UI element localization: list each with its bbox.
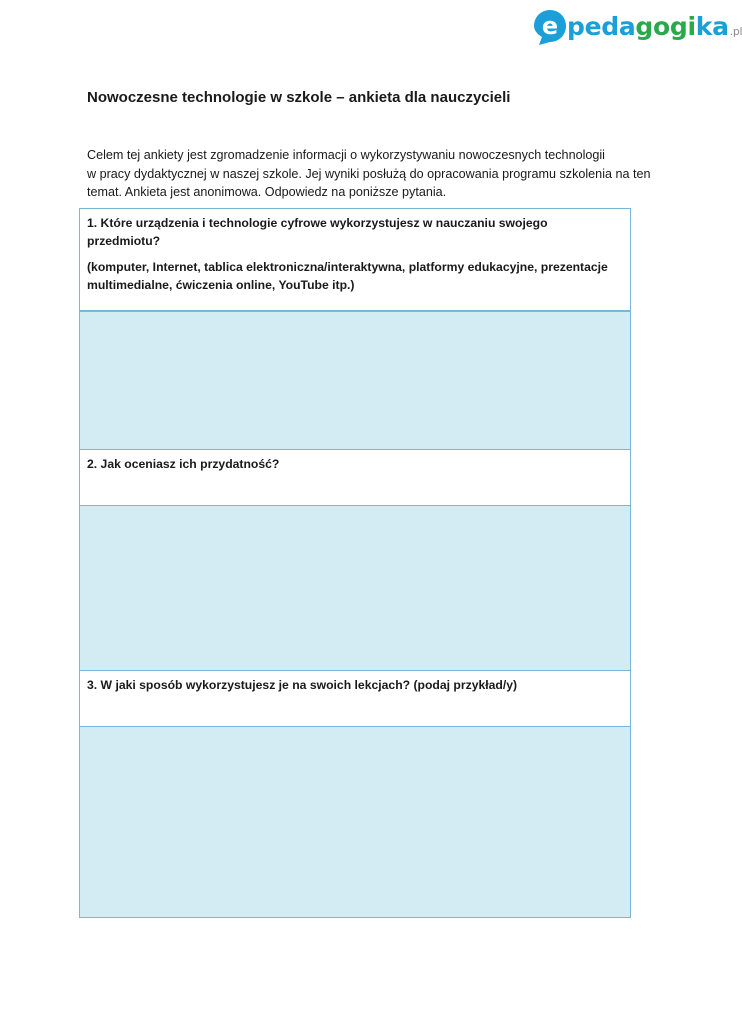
answer-1-field[interactable] <box>80 310 630 449</box>
question-3 <box>80 670 630 726</box>
document-title: Nowoczesne technologie w szkole – ankieta dla nauczycieli <box>87 89 511 106</box>
survey-table <box>79 208 631 918</box>
logo-e-letter: e <box>541 12 559 40</box>
intro-line: w pracy dydaktycznej w naszej szkole. Jej wyniki posłużą do opracowania programu szkolenia na ten <box>87 166 651 181</box>
e-logo-icon <box>531 8 569 46</box>
question-2 <box>80 449 630 505</box>
question-3-text: 3. W jaki sposób wykorzystujesz je na swoich lekcjach? (podaj przykład/y) <box>87 678 518 692</box>
answer-2-field[interactable] <box>80 505 630 670</box>
question-1-hint: (komputer, Internet, tablica elektroniczna/interaktywna, platformy edukacyjne, prezentacje multimedialne, ćwiczenia online, YouTube itp.) <box>87 260 608 292</box>
intro-line: temat. Ankieta jest anonimowa. Odpowiedz na poniższe pytania. <box>87 185 447 199</box>
epedagogika-logo <box>531 6 742 48</box>
question-1-text: 1. Które urządzenia i technologie cyfrowe wykorzystujesz w nauczaniu swojego przedmiotu? <box>87 216 548 248</box>
logo-wordmark <box>567 12 742 41</box>
answer-3-field[interactable] <box>80 726 630 917</box>
logo-part-2: gogi <box>635 12 696 41</box>
intro-line: Celem tej ankiety jest zgromadzenie informacji o wykorzystywaniu nowoczesnych technologii <box>87 148 605 162</box>
logo-part-3: ka <box>695 12 729 41</box>
question-1 <box>80 209 630 310</box>
intro-paragraph <box>87 146 651 202</box>
logo-tld: .pl <box>729 25 742 38</box>
question-2-text: 2. Jak oceniasz ich przydatność? <box>87 457 280 471</box>
logo-part-1: peda <box>567 12 636 41</box>
